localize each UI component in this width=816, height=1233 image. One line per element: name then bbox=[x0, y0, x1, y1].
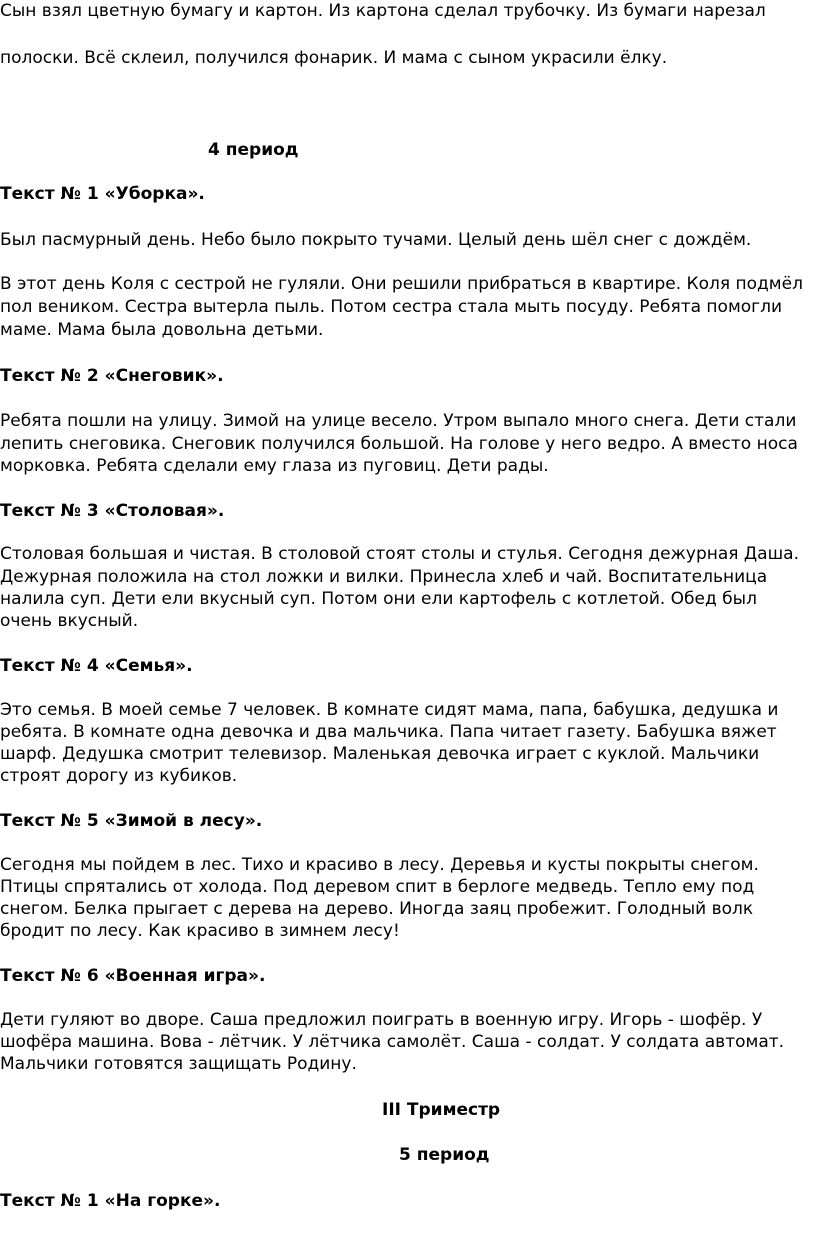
text-4-line: строят дорогу из кубиков. bbox=[0, 766, 238, 786]
text-5-line: бродит по лесу. Как красиво в зимнем лесу! bbox=[0, 921, 400, 941]
period-5-text-1-title: Текст № 1 «На горке». bbox=[0, 1191, 221, 1211]
text-4-line: шарф. Дедушка смотрит телевизор. Маленькая девочка играет с куклой. Мальчики bbox=[0, 744, 760, 764]
text-6-line: Мальчики готовятся защищать Родину. bbox=[0, 1054, 357, 1074]
text-3-line: очень вкусный. bbox=[0, 611, 139, 631]
text-2-title: Текст № 2 «Снеговик». bbox=[0, 366, 224, 386]
text-5-title: Текст № 5 «Зимой в лесу». bbox=[0, 811, 263, 831]
text-1-line: маме. Мама была довольна детьми. bbox=[0, 320, 324, 340]
text-1-paragraph-1: Был пасмурный день. Небо было покрыто тучами. Целый день шёл снег с дождём. bbox=[0, 230, 752, 250]
text-2-line: морковка. Ребята сделали ему глаза из пуговиц. Дети рады. bbox=[0, 456, 549, 476]
text-1-title: Текст № 1 «Уборка». bbox=[0, 184, 205, 204]
text-4-title: Текст № 4 «Семья». bbox=[0, 656, 193, 676]
text-3-line: Дежурная положила на стол ложки и вилки. Принесла хлеб и чай. Воспитательница bbox=[0, 567, 768, 587]
period-4-heading: 4 период bbox=[208, 140, 299, 160]
text-2-line: лепить снеговика. Снеговик получился большой. На голове у него ведро. А вместо носа bbox=[0, 434, 798, 454]
text-4-line: ребята. В комнате одна девочка и два мальчика. Папа читает газету. Бабушка вяжет bbox=[0, 722, 777, 742]
text-3-line: Столовая большая и чистая. В столовой стоят столы и стулья. Сегодня дежурная Даша. bbox=[0, 544, 799, 564]
text-5-line: снегом. Белка прыгает с дерева на дерево. Иногда заяц пробежит. Голодный волк bbox=[0, 899, 754, 919]
period-5-heading: 5 период bbox=[399, 1145, 490, 1165]
text-3-title: Текст № 3 «Столовая». bbox=[0, 501, 225, 521]
intro-line-1: Сын взял цветную бумагу и картон. Из картона сделал трубочку. Из бумаги нарезал bbox=[0, 1, 766, 21]
text-1-line: В этот день Коля с сестрой не гуляли. Они решили прибраться в квартире. Коля подмёл bbox=[0, 274, 803, 294]
text-5-line: Птицы спрятались от холода. Под деревом спит в берлоге медведь. Тепло ему под bbox=[0, 877, 755, 897]
text-3-line: налила суп. Дети ели вкусный суп. Потом они ели картофель с котлетой. Обед был bbox=[0, 589, 757, 609]
text-4-line: Это семья. В моей семье 7 человек. В комнате сидят мама, папа, бабушка, дедушка и bbox=[0, 700, 779, 720]
trimester-heading: III Триместр bbox=[382, 1100, 501, 1120]
text-1-line: пол веником. Сестра вытерла пыль. Потом сестра стала мыть посуду. Ребята помогли bbox=[0, 297, 783, 317]
text-2-line: Ребята пошли на улицу. Зимой на улице весело. Утром выпало много снега. Дети стали bbox=[0, 411, 797, 431]
text-5-line: Сегодня мы пойдем в лес. Тихо и красиво в лесу. Деревья и кусты покрыты снегом. bbox=[0, 855, 759, 875]
intro-line-2: полоски. Всё склеил, получился фонарик. И мама с сыном украсили ёлку. bbox=[0, 48, 668, 68]
text-6-line: шофёра машина. Вова - лётчик. У лётчика самолёт. Саша - солдат. У солдата автомат. bbox=[0, 1032, 785, 1052]
text-6-line: Дети гуляют во дворе. Саша предложил поиграть в военную игру. Игорь - шофёр. У bbox=[0, 1010, 763, 1030]
text-6-title: Текст № 6 «Военная игра». bbox=[0, 966, 266, 986]
